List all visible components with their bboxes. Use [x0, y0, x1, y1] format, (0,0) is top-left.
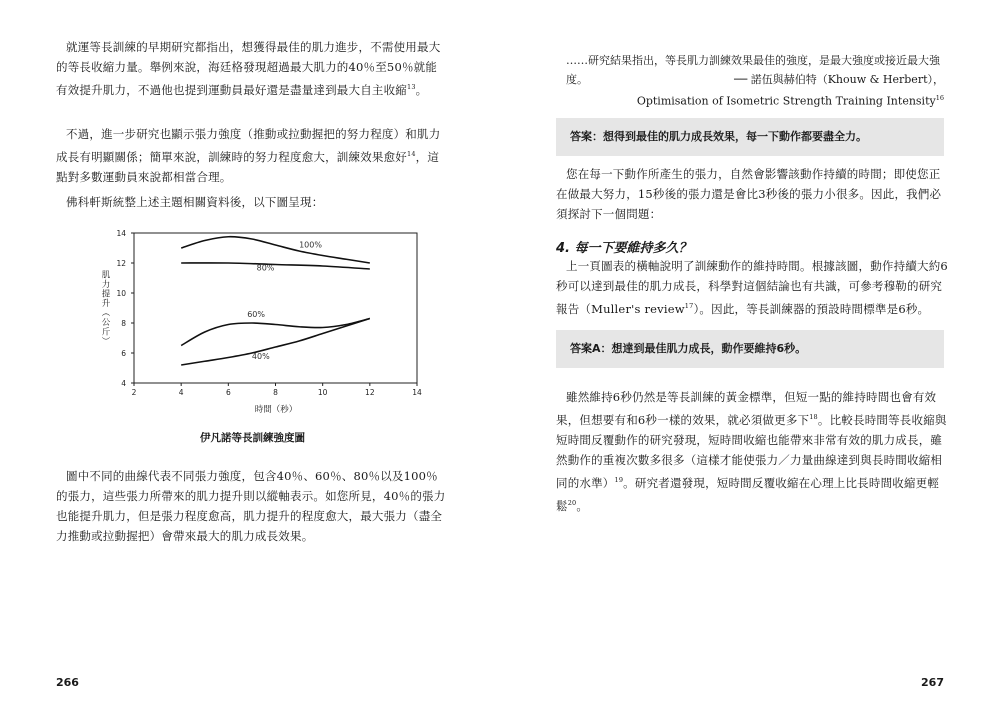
quote-author: ── 諾伍與赫伯特（Khouw & Herbert）， [733, 73, 944, 86]
right-paragraph-3-middle: 。比較長時間等長收縮與短時間反覆動作的研究發現，短時間收縮也能帶來非常有效的肌力成長，雖然動作的重複次數多很多（這樣才能使張力／力量曲線達到與長時間收縮相同的水準） [556, 412, 947, 490]
footnote-ref: 14 [407, 150, 416, 158]
x-axis-ticks [132, 383, 422, 397]
chart-plot-frame [134, 233, 417, 383]
right-paragraph-2 [556, 256, 948, 319]
y-tick-label: 8 [121, 319, 126, 328]
x-tick-label: 12 [365, 388, 375, 397]
y-tick-label: 14 [116, 229, 126, 238]
series-label: 100% [299, 240, 322, 250]
right-paragraph-3-end: 。 [576, 498, 589, 513]
series-label: 60% [247, 310, 265, 319]
footnote-ref: 20 [567, 498, 577, 507]
left-paragraph-3: 佛科軒斯統整上述主題相關資料後，以下圖呈現： [66, 195, 324, 209]
right-paragraph-3-text: 雖然維持6秒仍然是等長訓練的黃金標準，但短一點的維持時間也會有效果，但想要有和6秒一樣的效果，就必須做更多下 [556, 390, 937, 427]
right-page [500, 0, 1000, 714]
footnote-ref: 19 [614, 475, 624, 484]
right-paragraph-3 [556, 387, 948, 515]
section-heading: 4. 每一下要維持多久？ [556, 241, 692, 256]
quote-source-title: Optimisation of Isometric Strength Training Intensity [636, 94, 936, 108]
left-paragraph-4-text: 圖中不同的曲線代表不同張力強度，包含40％、60％、80％以及100％的張力，這些張力所帶來的肌力提升則以縱軸表示。如您所見，40％的張力也能提升肌力，但是張力程度愈高，肌力提升的程度愈大，最大張力（盡全力推動或拉動握把）會帶來最大的肌力成長效果。 [56, 469, 446, 543]
x-axis-label: 時間（秒） [254, 405, 298, 415]
footnote-ref: 16 [935, 94, 944, 102]
answer-box-1: 答案：想得到最佳的肌力成長效果，每一下動作都要盡全力。 [556, 118, 944, 156]
footnote-ref: 17 [684, 302, 694, 310]
right-paragraph-2-text: 上一頁圖表的橫軸說明了訓練動作的維持時間。根據該圖，動作持續大約6秒可以達到最佳的肌力成長，科學對這個結論也有共識，可參考穆勒的研究報告（Muller's review [556, 259, 948, 316]
left-paragraph-2-text: 不過，進一步研究也顯示張力強度（推動或拉動握把的努力程度）和肌力成長有明顯關係；簡單來說，訓練時的努力程度愈大，訓練效果愈好 [56, 127, 441, 164]
strength-chart [96, 224, 456, 424]
x-tick-label: 14 [412, 388, 422, 397]
quote-text: ……研究結果指出，等長肌力訓練效果最佳的強度，是最大強度或接近最大強度。 [566, 54, 940, 86]
x-tick-label: 6 [225, 388, 231, 397]
series-line-80 [181, 263, 370, 269]
page-number-left: 266 [56, 676, 79, 689]
y-tick-label: 4 [121, 379, 126, 388]
y-axis-ticks [116, 229, 134, 388]
series-line-100 [181, 237, 370, 263]
x-tick-label: 10 [317, 388, 328, 397]
answer-box-2: 答案A：想達到最佳肌力成長，動作要維持6秒。 [556, 330, 944, 368]
x-tick-label: 8 [273, 388, 278, 397]
quote-source [637, 89, 944, 111]
series-label: 80% [256, 263, 275, 273]
series-label: 40% [251, 352, 270, 361]
right-paragraph-2-tail: ）。因此，等長訓練器的預設時間標準是6秒。 [693, 301, 930, 316]
right-paragraph-3-tail: 。研究者還發現，短時間反覆收縮在心理上比長時間收縮更輕鬆 [556, 475, 940, 513]
left-paragraph-1 [56, 37, 448, 100]
left-paragraph-4 [56, 466, 448, 546]
y-tick-label: 6 [121, 349, 126, 358]
left-paragraph-1-tail: 。 [415, 82, 428, 97]
y-axis-label: 肌力提升（公斤） [100, 270, 110, 346]
y-tick-label: 10 [116, 289, 126, 298]
right-paragraph-1-text: 您在每一下動作所產生的張力，自然會影響該動作持續的時間；即使您正在做最大努力，15秒後的張力還是會比3秒後的張力小很多。因此，我們必須探討下一個問題： [556, 167, 942, 221]
right-paragraph-1 [556, 164, 948, 224]
page-number-right: 267 [921, 676, 944, 689]
left-paragraph-2 [56, 124, 448, 187]
chart-series [181, 237, 370, 365]
y-tick-label: 12 [116, 259, 126, 268]
left-paragraph-1-text: 就運等長訓練的早期研究都指出，想獲得最佳的肌力進步，不需使用最大的等長收縮力量。舉例來說，海廷格發現超過最大肌力的40％至50％就能有效提升肌力，不過他也提到運動員最好還是盡量達到最大自主收縮 [56, 40, 441, 97]
footnote-ref: 13 [407, 83, 416, 91]
x-tick-label: 4 [178, 388, 184, 397]
left-paragraph-2-tail: ，這點對多數運動員來說都相當合理。 [56, 149, 440, 184]
chart-caption: 伊凡諾等長訓練強度圖 [200, 432, 305, 444]
footnote-ref: 18 [809, 413, 818, 421]
x-tick-label: 2 [131, 388, 137, 397]
series-line-60 [181, 319, 370, 346]
